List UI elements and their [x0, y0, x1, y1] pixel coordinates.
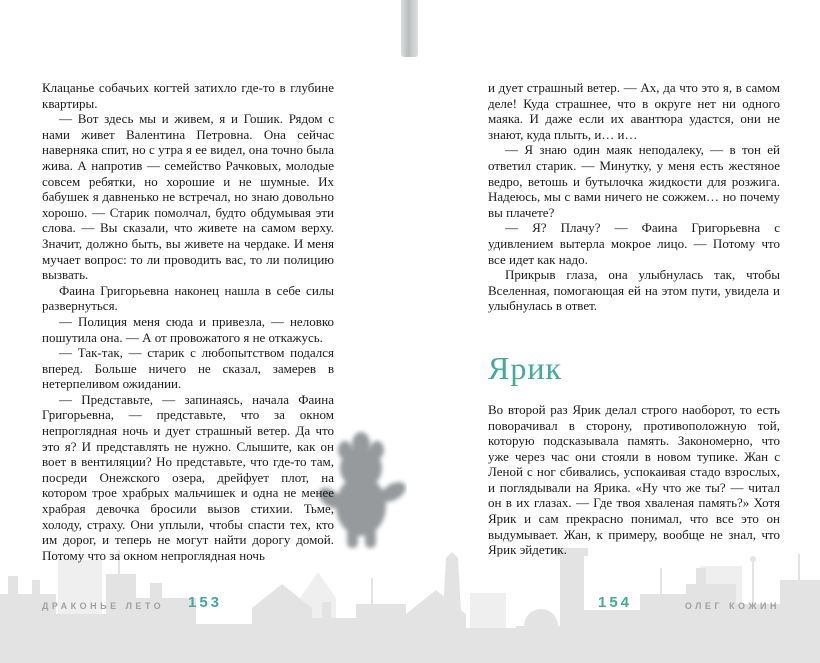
paragraph: Во второй раз Ярик делал строго наоборот, то есть поворачивал в сторону, противоположную той, которую подсказывала память. Закономерно, что уже через час они стояли в новом тупике. Жан с Леной с ног сбивались, успокаивая стадо взрослых, и поглядывали на Ярика. «Ну что же ты? — читал он в их глазах. — Где твоя хваленая память?» Хотя Ярик и сам прекрасно понимал, что все это он выдумывает. Жан, к примеру, вообще не знал, что Ярик эйдетик.	[488, 401, 780, 558]
paragraph: — Представьте, — запинаясь, начала Фаина Григорьевна, — представьте, что за окном непроглядная ночь и дует страшный ветер. Да что это я? И представлять не нужно. Слышите, как он воет в вентиляции? Но представьте, что где-то там, посреди Онежского озера, дрейфует плот, на котором трое храбрых мальчишек и одна не менее храбрая девочка бросили вызов стихии. Тьме, холоду, страху. Они уплыли, чтобы спасти тех, кто им дорог, и теперь не могут найти дорогу домой. Потому что за окном непроглядная ночь	[42, 391, 334, 563]
running-title-author: ОЛЕГ КОЖИН	[684, 601, 780, 611]
paragraph: — Я? Плачу? — Фаина Григорьевна с удивлением вытерла мокрое лицо. — Потому что все идет как надо.	[488, 220, 780, 267]
page-number-left: 153	[187, 594, 223, 611]
running-title-book: ДРАКОНЬЕ ЛЕТО	[42, 601, 165, 611]
paragraph: — Я знаю один маяк неподалеку, — в тон ей ответил старик. — Минутку, у меня есть жестяное ведро, ветошь и бутылочка жидкости для розжига. Надеюсь, мы с вами ничего не сожжем… но почему вы плачете?	[488, 142, 780, 220]
page-right	[410, 0, 820, 663]
paragraph: — Вот здесь мы и живем, я и Гошик. Рядом с нами живет Валентина Петровна. Она сейчас наверняка спит, но с утра я ее видел, она точно была жива. А напротив — семейство Рачковых, молодые совсем ребятки, но хорошие и не шумные. Их бабушек я давненько не встречал, но знаю довольно хорошо. — Старик помолчал, будто обдумывая эти слова. — Вы сказали, что живете на самом верху. Значит, должно быть, вы живете на чердаке. И меня мучает вопрос: то ли проводить вас, то ли полицию вызвать.	[42, 111, 334, 283]
paragraph: Прикрыв глаза, она улыбнулась так, чтобы Вселенная, помогающая ей на этом пути, увидела и улыбнулась в ответ.	[488, 267, 780, 314]
paragraph: Клацанье собачьих когтей затихло где-то в глубине квартиры.	[42, 80, 334, 111]
paragraph: и дует страшный ветер. — Ах, да что это я, в самом деле! Куда страшнее, что в округе нет ни одного маяка. И даже если их авантюра удастся, они не знают, куда плыть, и… и…	[488, 80, 780, 142]
paragraph: — Полиция меня сюда и привезла, — неловко пошутила она. — А от провожатого я не откажусь.	[42, 313, 334, 345]
page-number-right: 154	[597, 594, 633, 611]
chapter-title: Ярик	[488, 349, 563, 386]
page-right-text-column	[488, 80, 780, 558]
paragraph: Фаина Григорьевна наконец нашла в себе силы развернуться.	[42, 282, 334, 314]
page-left-text-column	[42, 80, 334, 563]
paragraph: — Так-так, — старик с любопытством подался вперед. Больше ничего не сказал, замерев в нетерпеливом ожидании.	[42, 345, 334, 392]
